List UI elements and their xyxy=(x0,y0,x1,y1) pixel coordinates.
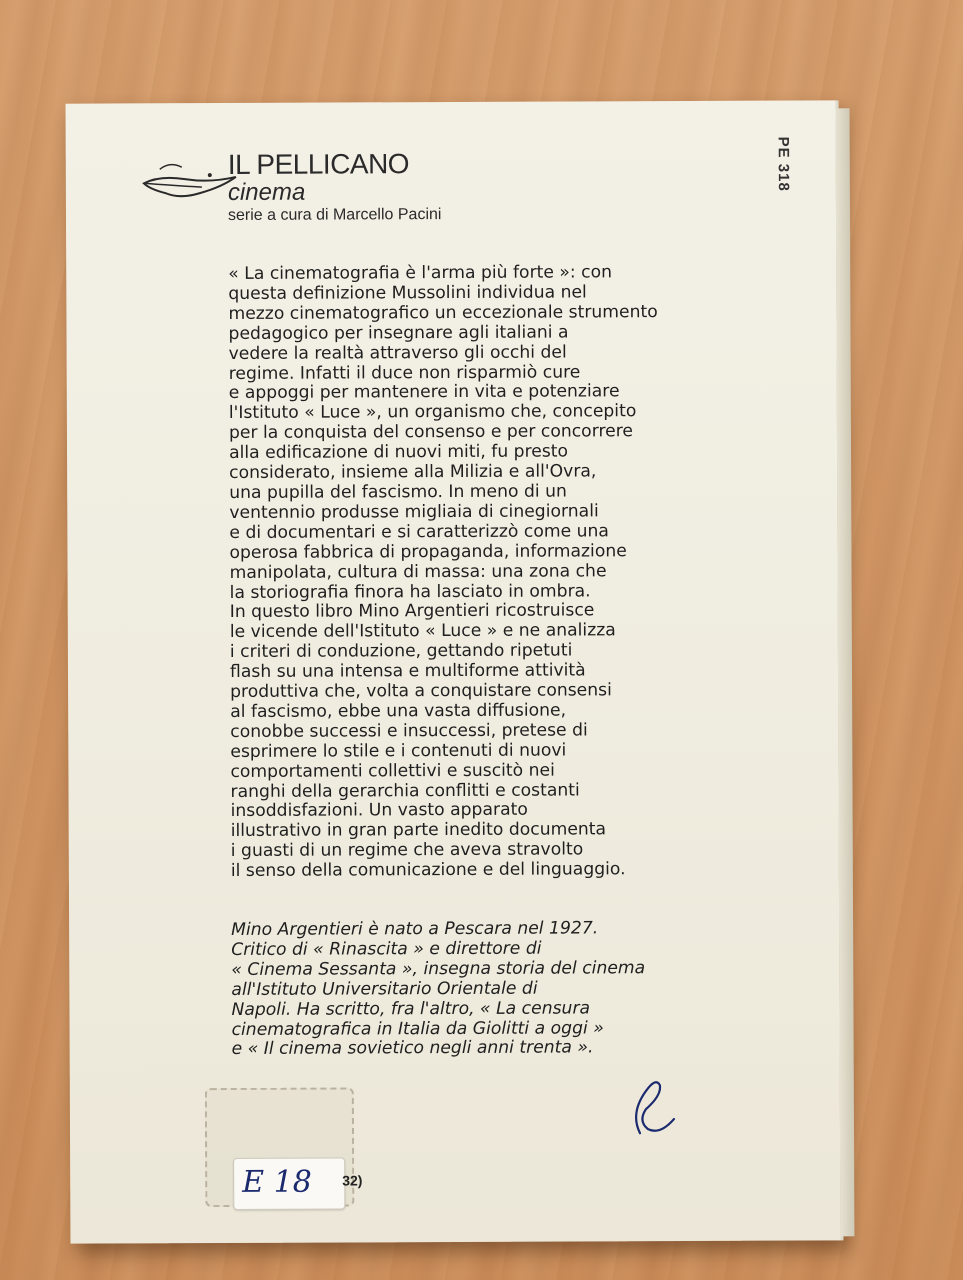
description-line: comportamenti collettivi e suscitò nei xyxy=(230,760,555,782)
pelican-logo-icon xyxy=(140,153,240,205)
description-line: flash su una intensa e multiforme attività xyxy=(229,660,586,683)
description-line: e appoggi per mantenere in vita e potenziare xyxy=(228,381,620,404)
description-line: una pupilla del fascismo. In meno di un xyxy=(229,481,567,503)
page-edge xyxy=(836,108,855,1236)
description-line: l'Istituto « Luce », un organismo che, concepito xyxy=(228,401,637,424)
series-editor: serie a cura di Marcello Pacini xyxy=(227,206,442,224)
book-description xyxy=(228,263,731,882)
book-back-cover xyxy=(66,100,844,1243)
description-line: considerato, insieme alla Milizia e all'Ovra, xyxy=(229,461,597,484)
printed-price: 32) xyxy=(342,1172,363,1189)
description-line: ranghi della gerarchia conflitti e costanti xyxy=(230,780,580,802)
catalog-code: PE 318 xyxy=(774,136,792,192)
description-line: operosa fabbrica di propaganda, informazione xyxy=(229,540,627,563)
author-bio-line: cinematografica in Italia da Giolitti a oggi » xyxy=(231,1017,604,1040)
handwritten-price: E 18 xyxy=(242,1164,312,1200)
description-line: pedagogico per insegnare agli italiani a xyxy=(228,322,569,344)
price-sticker xyxy=(233,1157,345,1209)
description-line: le vicende dell'Istituto « Luce » e ne analizza xyxy=(229,620,616,643)
description-line: manipolata, cultura di massa: una zona che xyxy=(229,560,607,583)
description-line: e di documentari e si caratterizzò come una xyxy=(229,521,609,543)
description-line: insoddisfazioni. Un vasto apparato xyxy=(230,800,528,822)
description-line: « La cinematografia è l'arma più forte »: con xyxy=(228,262,613,284)
description-line: produttiva che, volta a conquistare consensi xyxy=(230,680,612,703)
description-line: ventennio produsse migliaia di cinegiornali xyxy=(229,501,599,523)
description-line: per la conquista del consenso e per concorrere xyxy=(228,421,634,444)
description-line: i criteri di conduzione, gettando ripetuti xyxy=(229,640,573,663)
description-line: regime. Infatti il duce non risparmiò cure xyxy=(228,361,581,384)
series-subtitle: cinema xyxy=(227,178,306,206)
description-line: i guasti di un regime che aveva stravolto xyxy=(230,839,584,862)
description-line: esprimere lo stile e i contenuti di nuovi xyxy=(230,740,567,762)
description-line: mezzo cinematografico un eccezionale strumento xyxy=(228,301,658,324)
handwritten-mark xyxy=(622,1063,692,1143)
description-line: questa definizione Mussolini individua nel xyxy=(228,282,587,304)
description-line: alla edificazione di nuovi miti, fu presto xyxy=(228,441,569,464)
description-line: vedere la realtà attraverso gli occhi del xyxy=(228,342,567,364)
description-line: al fascismo, ebbe una vasta diffusione, xyxy=(230,700,567,722)
series-title: IL PELLICANO xyxy=(227,148,410,180)
author-bio-line: Critico di « Rinascita » e direttore di xyxy=(231,938,542,960)
author-bio xyxy=(231,919,752,1061)
description-line: la storiografia finora ha lasciato in ombra. xyxy=(229,580,591,603)
author-bio-line: Mino Argentieri è nato a Pescara nel 1927. xyxy=(231,918,599,940)
author-bio-line: all'Istituto Universitario Orientale di xyxy=(231,978,538,1000)
description-line: conobbe successi e insuccessi, pretese di xyxy=(230,720,588,742)
author-bio-line: « Cinema Sessanta », insegna storia del cinema xyxy=(231,957,646,980)
author-bio-line: Napoli. Ha scritto, fra l'altro, « La censura xyxy=(231,998,591,1020)
description-line: illustrativo in gran parte inedito documenta xyxy=(230,819,607,842)
description-line: il senso della comunicazione e del linguaggio. xyxy=(230,859,626,882)
description-line: In questo libro Mino Argentieri ricostruisce xyxy=(229,600,595,623)
author-bio-line: e « Il cinema sovietico negli anni trenta ». xyxy=(231,1037,594,1060)
